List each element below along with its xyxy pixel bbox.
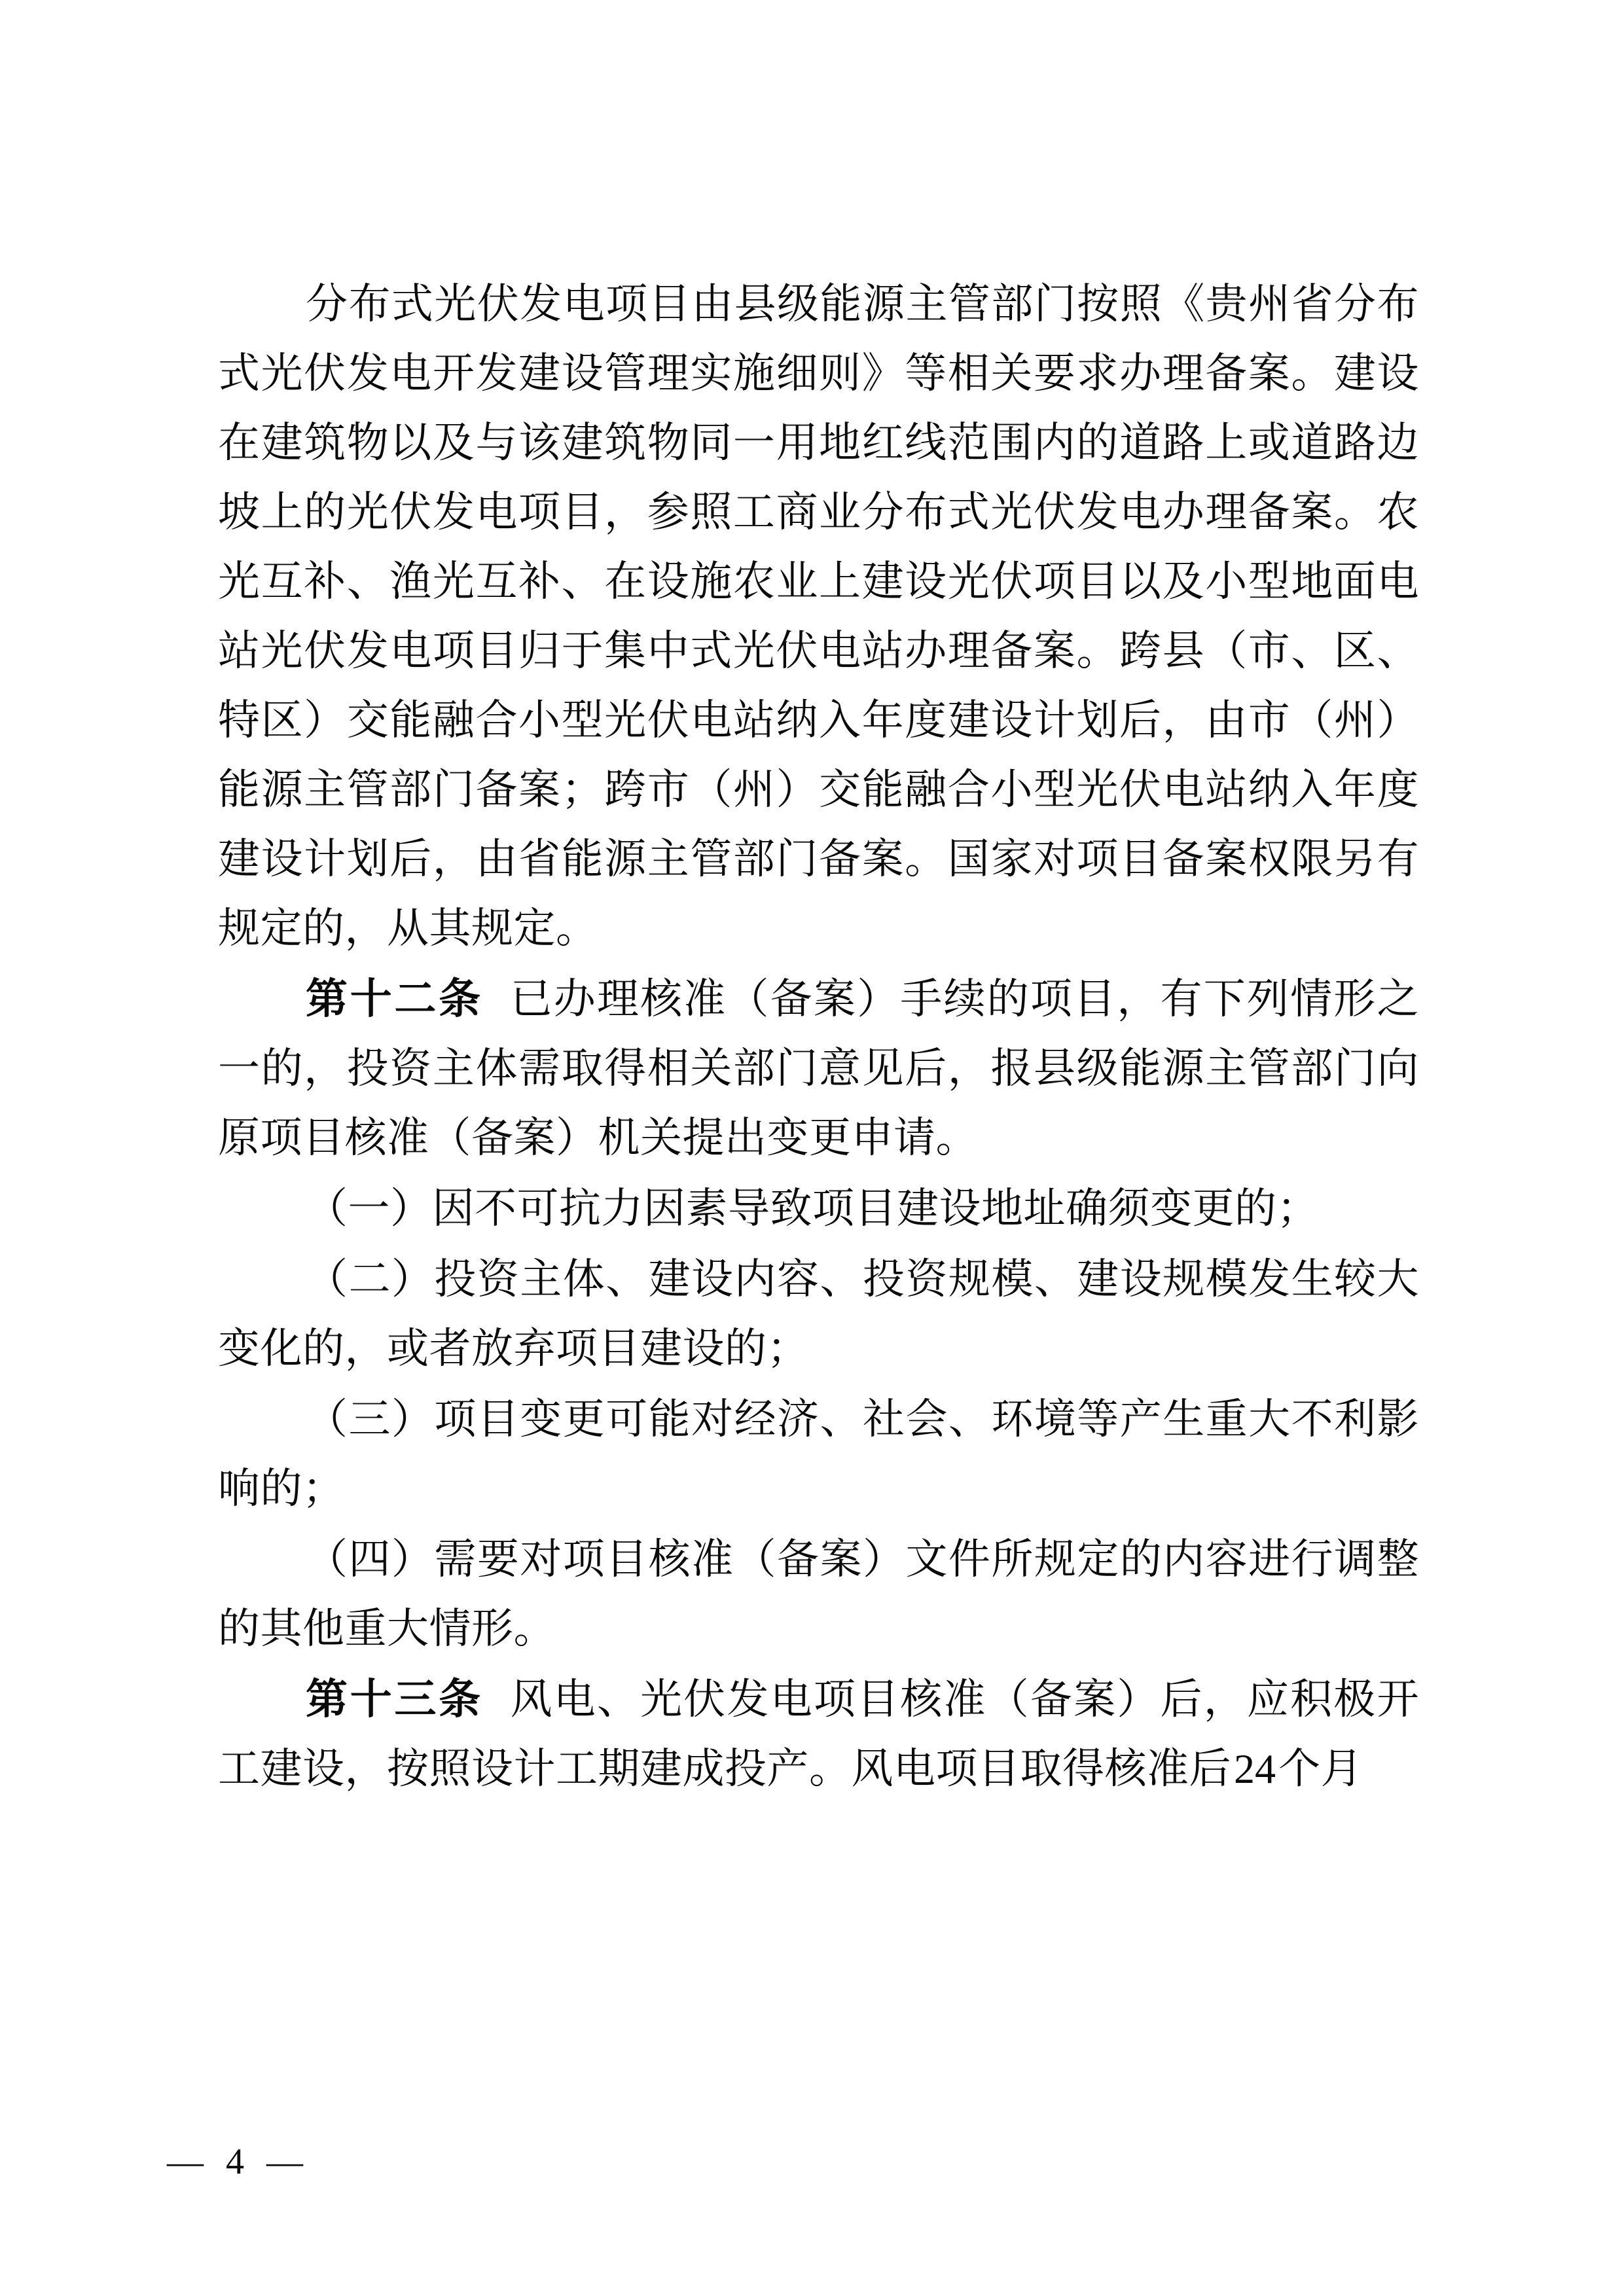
article-number-13: 第十三条	[306, 1676, 483, 1723]
article-12-text: 已办理核准（备案）手续的项目，有下列情形之一的，投资主体需取得相关部门意见后，报县级能源主管部门向原项目核准（备案）机关提出变更申请。	[218, 976, 1420, 1161]
document-body	[218, 270, 1419, 1804]
paragraph-filing-authority: 分布式光伏发电项目由县级能源主管部门按照《贵州省分布式光伏发电开发建设管理实施细则》等相关要求办理备案。建设在建筑物以及与该建筑物同一用地红线范围内的道路上或道路边坡上的光伏发电项目，参照工商业分布式光伏发电办理备案。农光互补、渔光互补、在设施农业上建设光伏项目以及小型地面电站光伏发电项目归于集中式光伏电站办理备案。跨县（市、区、特区）交能融合小型光伏电站纳入年度建设计划后，由市（州）能源主管部门备案；跨市（州）交能融合小型光伏电站纳入年度建设计划后，由省能源主管部门备案。国家对项目备案权限另有规定的，从其规定。	[218, 281, 1419, 952]
paragraph-item-3: （三）项目变更可能对经济、社会、环境等产生重大不利影响的；	[218, 1396, 1419, 1512]
article-13-text-before-number: 风电、光伏发电项目核准（备案）后，应积极开工建设，按照设计工期建成投产。风电项目取得核准后	[218, 1676, 1420, 1792]
page-number: — 4 —	[167, 2142, 310, 2182]
page-footer	[0, 2132, 1624, 2191]
paragraph-article-12	[218, 965, 1419, 1173]
paragraph-item-4: （四）需要对项目核准（备案）文件所规定的内容进行调整的其他重大情形。	[218, 1536, 1419, 1652]
article-13-month-count: 24	[1234, 1746, 1276, 1792]
paragraph-item-1: （一）因不可抗力因素导致项目建设地址确须变更的；	[306, 1185, 1319, 1232]
paragraph-article-13	[218, 1665, 1419, 1804]
article-13-text-after-number: 个月	[1278, 1746, 1363, 1792]
article-number-12: 第十二条	[306, 976, 483, 1022]
paragraph-item-2: （二）投资主体、建设内容、投资规模、建设规模发生较大变化的，或者放弃项目建设的；	[218, 1256, 1419, 1372]
